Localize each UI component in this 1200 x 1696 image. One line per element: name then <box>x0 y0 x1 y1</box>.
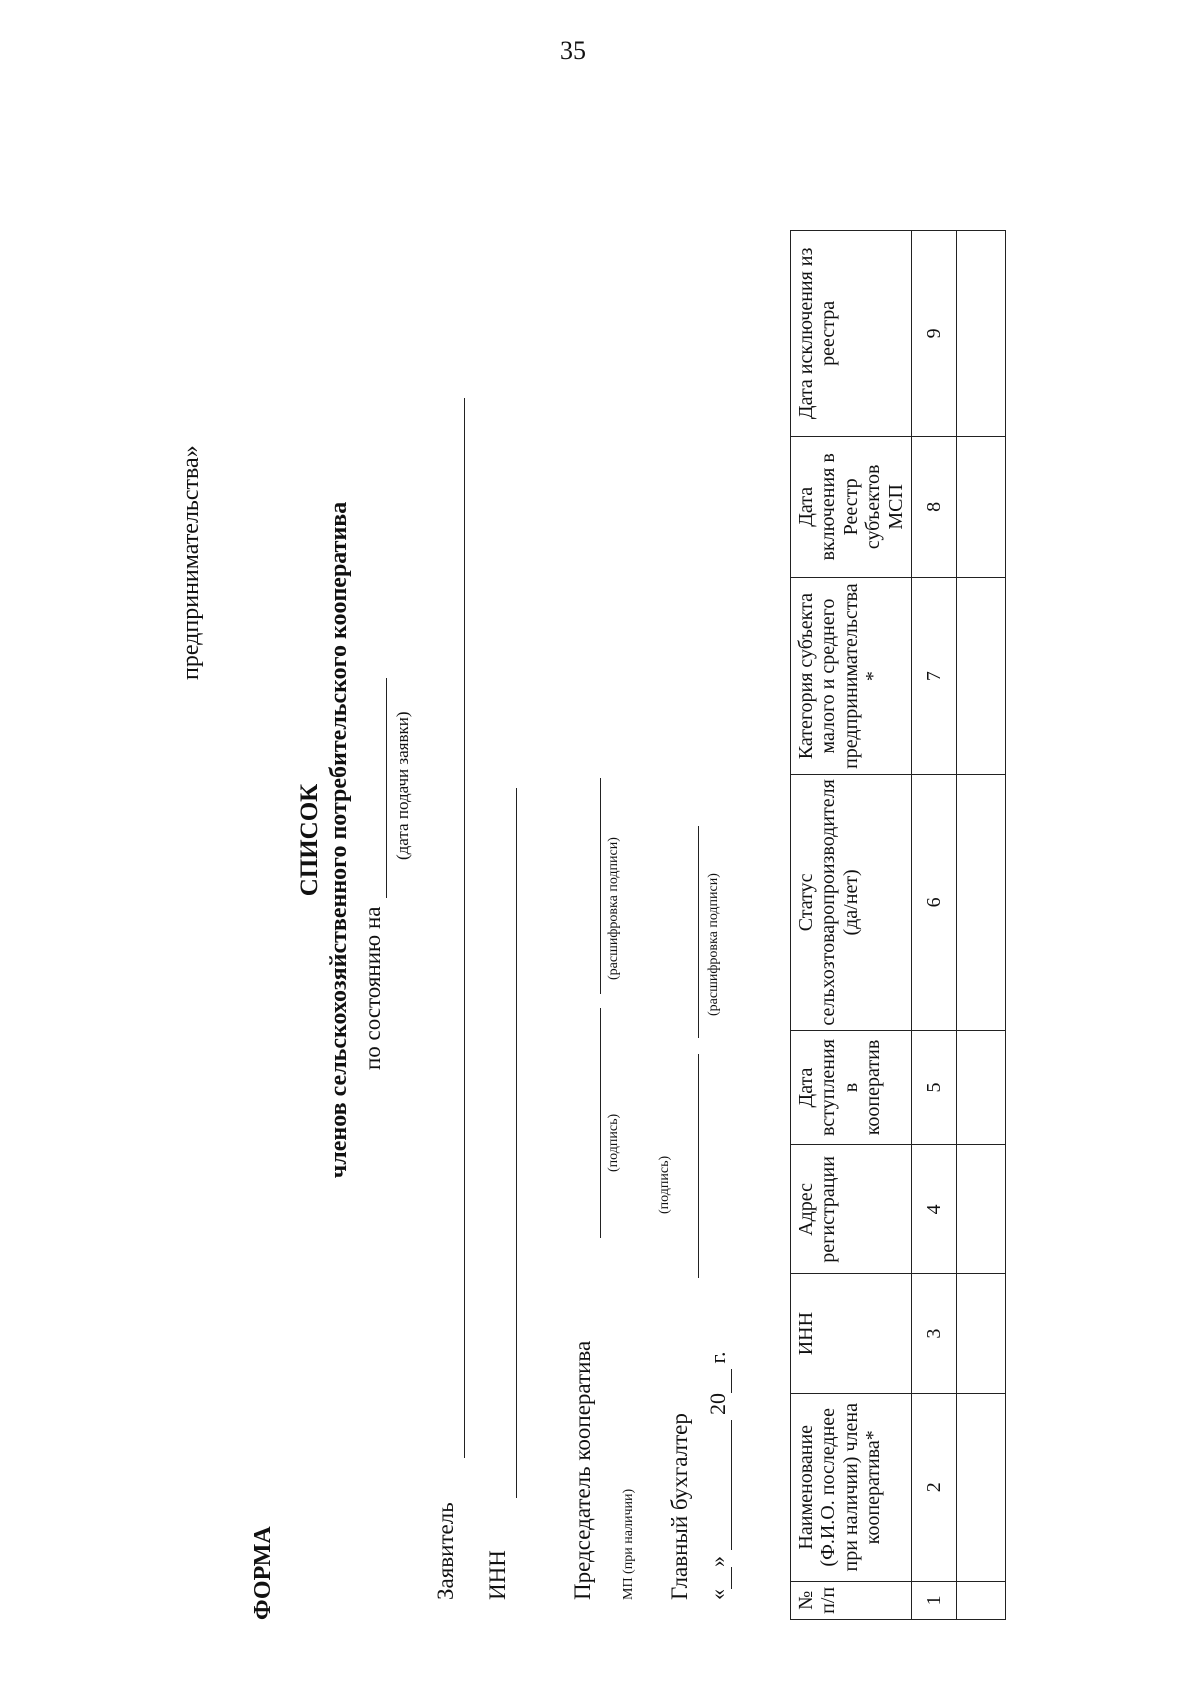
date-open-quote: « <box>705 1589 730 1600</box>
column-header: Дата исключения из реестра <box>791 231 912 437</box>
column-number: 1 <box>911 1581 956 1619</box>
table-cell[interactable] <box>956 1030 1005 1145</box>
inn-label: ИНН <box>485 1550 510 1600</box>
column-header: Дата включения в Реестр субъектов МСП <box>791 436 912 577</box>
table-cell[interactable] <box>956 1145 1005 1274</box>
chairman-label: Председатель кооператива <box>570 1340 595 1600</box>
table-cell[interactable] <box>956 231 1005 437</box>
column-header: Дата вступления в кооператив <box>791 1030 912 1145</box>
applicant-field[interactable] <box>464 398 465 1458</box>
date-suffix: г. <box>705 1351 730 1364</box>
table-header-row <box>791 231 912 1620</box>
date-year-field[interactable] <box>705 1369 732 1393</box>
column-number-row <box>911 231 956 1620</box>
column-header: Адрес регистрации <box>791 1145 912 1274</box>
as-of-label: по состоянию на <box>360 906 385 1070</box>
members-table <box>790 230 1006 1620</box>
accountant-label: Главный бухгалтер <box>667 1413 692 1600</box>
date-month-field[interactable] <box>705 1421 732 1551</box>
date-century: 20 <box>705 1393 730 1415</box>
column-number: 7 <box>911 578 956 775</box>
column-number: 8 <box>911 436 956 577</box>
chairman-name-field[interactable] <box>600 778 601 994</box>
applicant-label: Заявитель <box>433 1502 458 1600</box>
table-cell[interactable] <box>956 578 1005 775</box>
document-title: СПИСОК <box>296 783 323 897</box>
accountant-name-field[interactable] <box>698 826 699 1038</box>
accountant-signature-field[interactable] <box>698 1054 699 1278</box>
chairman-signature-field[interactable] <box>600 1008 601 1238</box>
table-cell[interactable] <box>956 1274 1005 1393</box>
table-cell[interactable] <box>956 775 1005 1030</box>
date-day-field[interactable] <box>705 1567 732 1589</box>
running-tail: предпринимательства» <box>178 445 204 680</box>
accountant-name-caption: (расшифровка подписи) <box>706 873 721 1016</box>
column-number: 6 <box>911 775 956 1030</box>
column-number: 9 <box>911 231 956 437</box>
column-header: Категория субъекта малого и среднего предпринимательства * <box>791 578 912 775</box>
chairman-signature-caption: (подпись) <box>606 1113 621 1172</box>
column-header: Наименование (Ф.И.О. последнее при наличии) члена кооператива* <box>791 1393 912 1581</box>
accountant-signature-caption: (подпись) <box>657 1155 672 1214</box>
inn-field[interactable] <box>516 788 517 1498</box>
column-header: № п/п <box>791 1581 912 1619</box>
column-number: 4 <box>911 1145 956 1274</box>
table-cell[interactable] <box>956 1581 1005 1619</box>
column-number: 3 <box>911 1274 956 1393</box>
column-header: Статус сельхозтоваропроизводителя (да/нет) <box>791 775 912 1030</box>
form-label: ФОРМА <box>250 1526 276 1620</box>
column-number: 2 <box>911 1393 956 1581</box>
date-close-quote: » <box>705 1556 730 1567</box>
document-subtitle: членов сельскохозяйственного потребительского кооператива <box>326 501 352 1179</box>
date-row <box>705 1351 732 1600</box>
column-number: 5 <box>911 1030 956 1145</box>
stamp-label: МП (при наличии) <box>621 1488 636 1600</box>
table-cell[interactable] <box>956 1393 1005 1581</box>
rotated-form-page <box>130 230 1030 1620</box>
as-of-date-field[interactable] <box>386 678 387 898</box>
page-number: 35 <box>560 36 586 65</box>
table-cell[interactable] <box>956 436 1005 577</box>
table-row <box>956 231 1005 1620</box>
chairman-name-caption: (расшифровка подписи) <box>606 837 621 980</box>
as-of-caption: (дата подачи заявки) <box>393 711 412 860</box>
column-header: ИНН <box>791 1274 912 1393</box>
